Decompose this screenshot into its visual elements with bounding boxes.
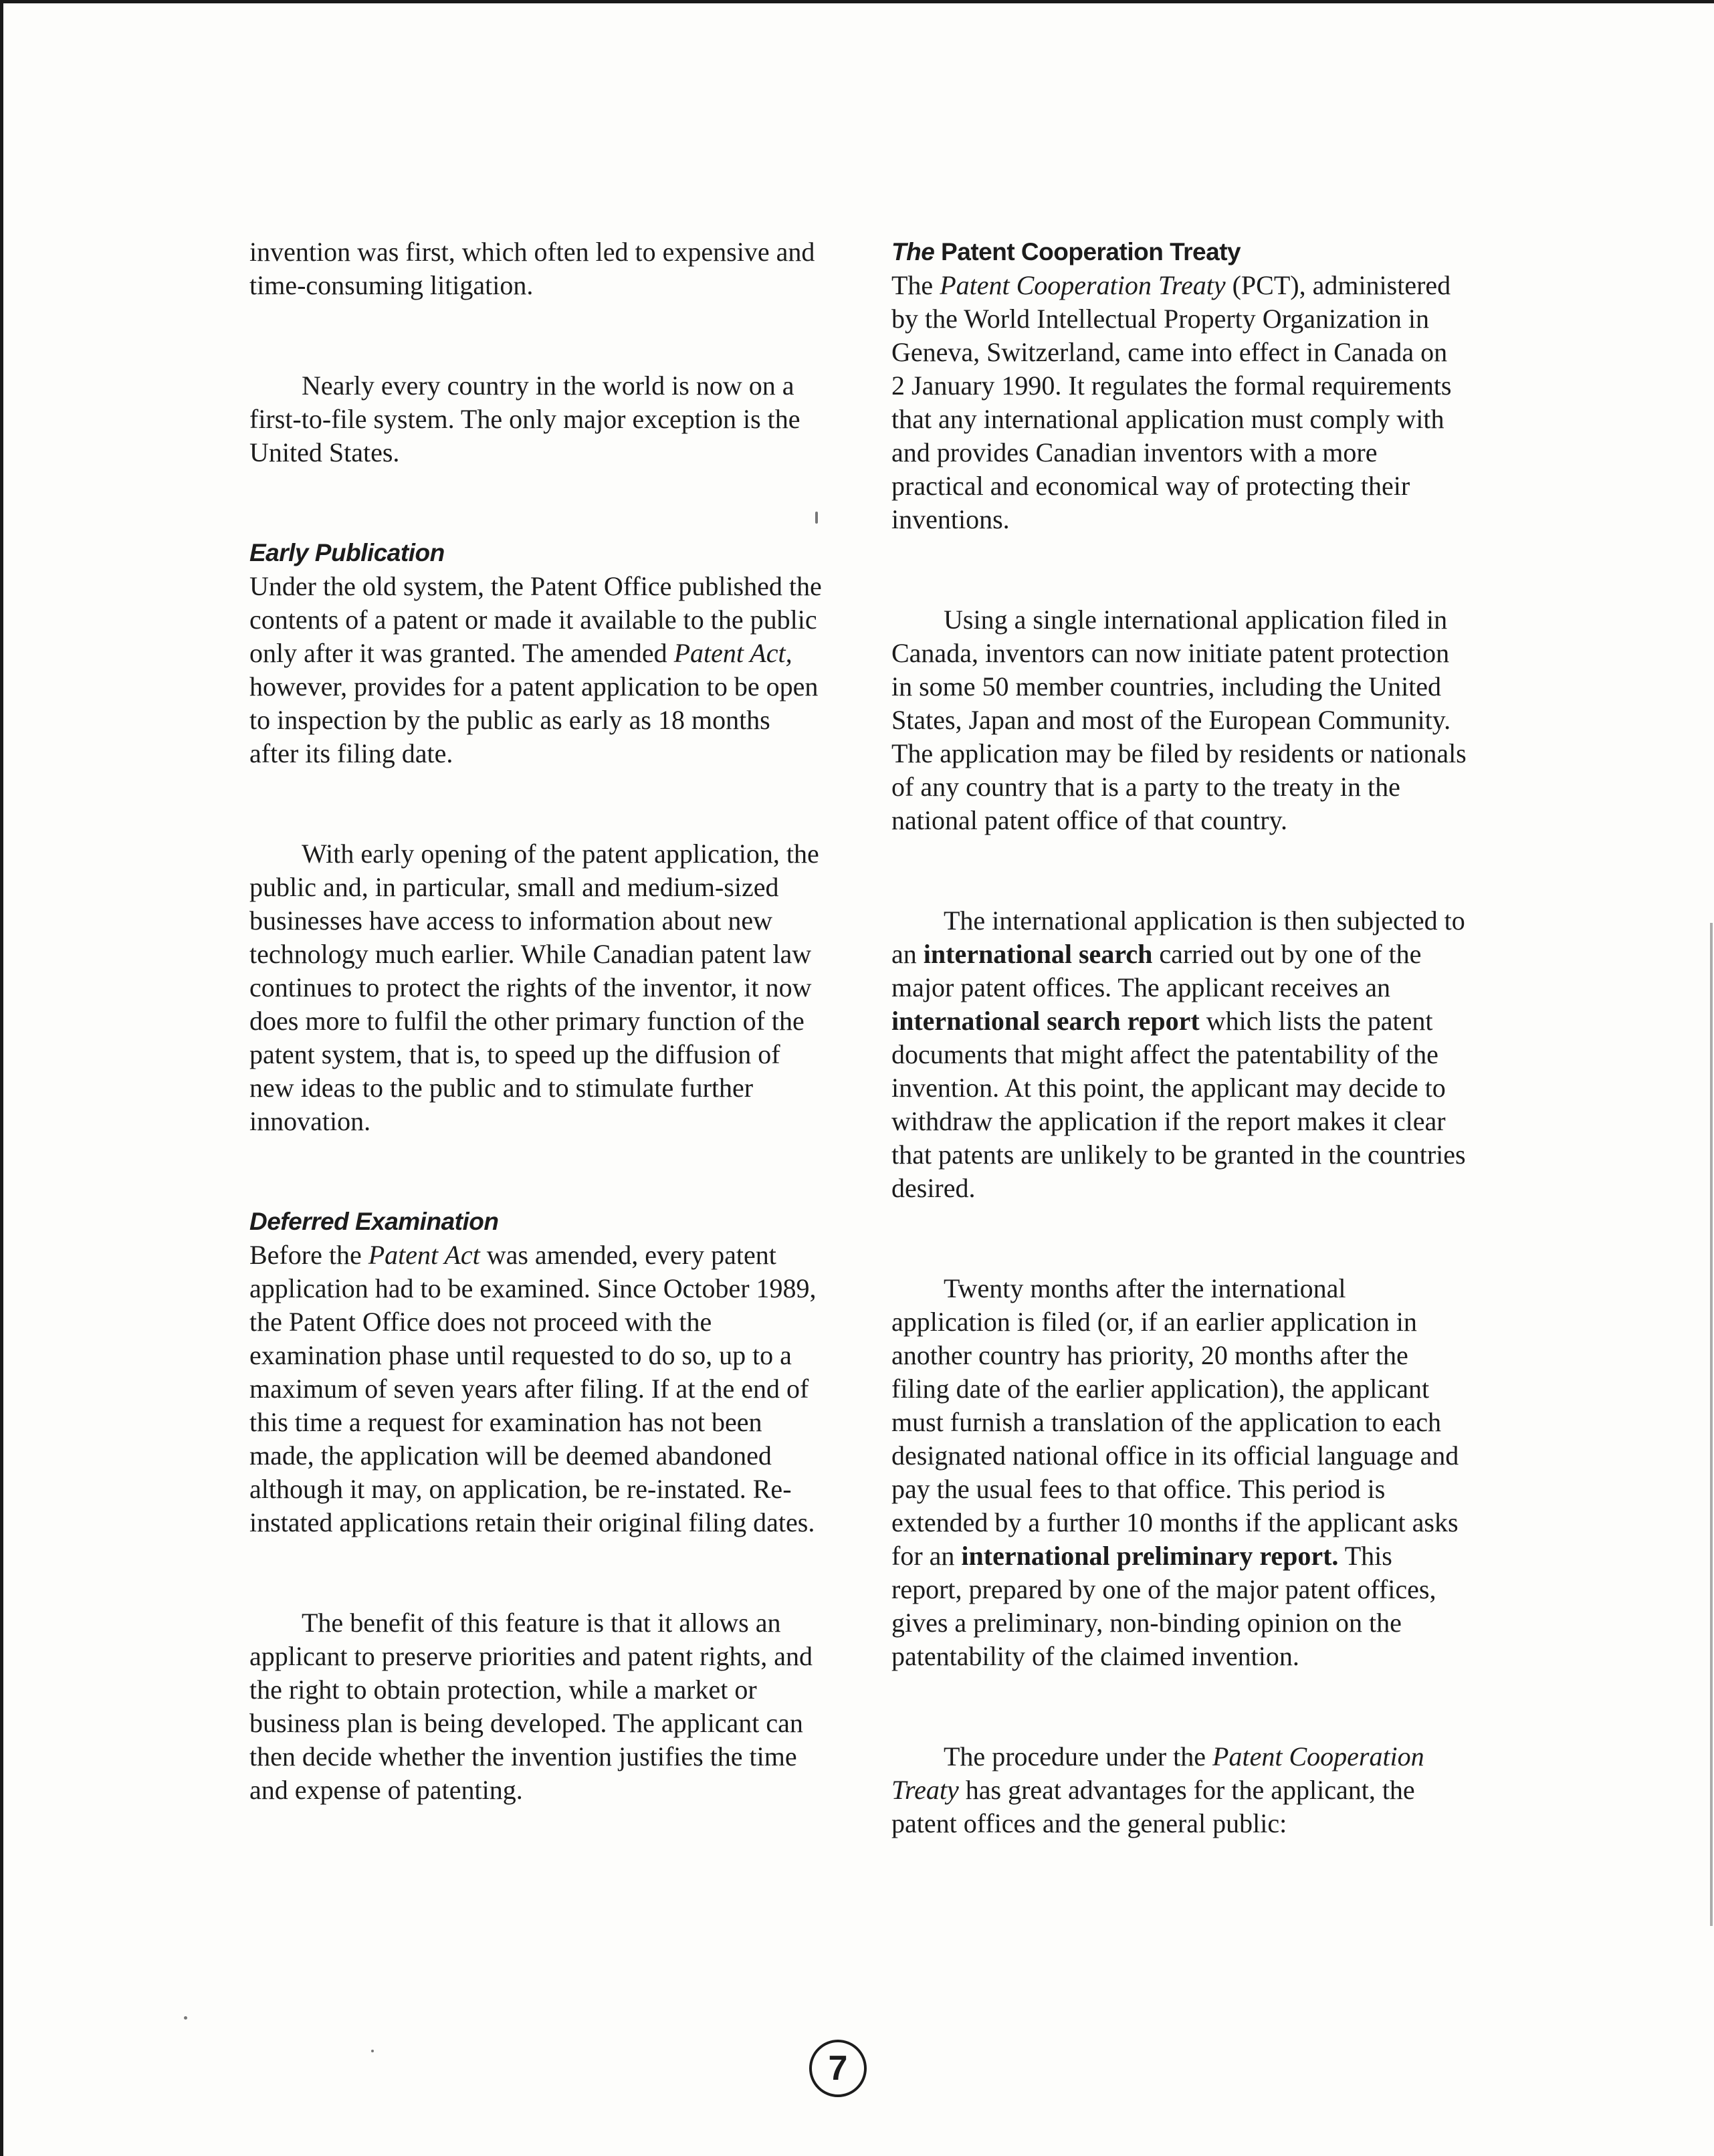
body-paragraph: Under the old system, the Patent Office published the contents of a patent or made it available to the public only after it was granted. The amended Patent Act, however, provides for a patent application to be open to inspection by the public as early as 18 months after its filing date. bbox=[249, 571, 822, 768]
section-heading-early-publication: Early Publication bbox=[249, 539, 445, 566]
body-paragraph: invention was first, which often led to expensive and time-consuming litigation. bbox=[249, 237, 815, 300]
scan-edge-right bbox=[1710, 923, 1713, 1926]
body-paragraph: Using a single international application filed in Canada, inventors can now initiate patent protection in some 50 member countries, including the United States, Japan and most of the European Community. The application may be filed by residents or nationals of any country that is a party to the treaty in the national patent office of that country. bbox=[891, 605, 1467, 835]
page-number: 7 bbox=[809, 2040, 867, 2097]
body-paragraph: The benefit of this feature is that it allows an applicant to preserve priorities and patent rights, and the right to obtain protection, while a market or business plan is being developed. The applicant can then decide whether the invention justifies the time and expense of patenting. bbox=[249, 1608, 813, 1805]
body-paragraph: With early opening of the patent application, the public and, in particular, small and medium-sized businesses have access to information about new technology much earlier. While Canadian patent law continues to protect the rights of the inventor, it now does more to fulfil the other primary function of the patent system, that is, to speed up the diffusion of new ideas to the public and to stimulate further innovation. bbox=[249, 839, 819, 1136]
scan-speck bbox=[184, 2016, 187, 2020]
scan-edge-top bbox=[0, 0, 1714, 3]
bold-term: international search bbox=[923, 939, 1153, 969]
bold-term: international search report bbox=[891, 1006, 1200, 1036]
scan-speck bbox=[371, 2050, 374, 2052]
bold-term: international preliminary report. bbox=[961, 1541, 1339, 1571]
body-paragraph: The procedure under the Patent Cooperation Treaty has great advantages for the applicant, the patent offices and the general public: bbox=[891, 1741, 1424, 1838]
left-column bbox=[249, 235, 825, 1807]
italic-term: Patent Act bbox=[368, 1240, 480, 1270]
body-paragraph: Twenty months after the international application is filed (or, if an earlier application in another country has priority, 20 months after the filing date of the earlier application), the applicant must furnish a translation of the application to each designated national office in its official language and pay the usual fees to that office. This period is extended by a further 10 months if the applicant asks for an international preliminary report. This report, prepared by one of the major patent offices, gives a preliminary, non-binding opinion on the patentability of the claimed invention. bbox=[891, 1273, 1459, 1671]
body-paragraph: Nearly every country in the world is now on a first-to-file system. The only major exception is the United States. bbox=[249, 370, 800, 467]
scan-edge-left bbox=[0, 0, 3, 2156]
body-paragraph: Before the Patent Act was amended, every patent application had to be examined. Since October 1989, the Patent Office does not proceed with the examination phase until requested to do so, up to a maximum of seven years after filing. If at the end of this time a request for examination has not been made, the application will be deemed abandoned although it may, on application, be re-instated. Re-instated applications retain their original filing dates. bbox=[249, 1240, 817, 1537]
italic-term: Patent Cooperation Treaty bbox=[940, 270, 1226, 300]
section-heading-patent-cooperation-treaty: The Patent Cooperation Treaty bbox=[891, 238, 1241, 265]
italic-term: Patent Cooperation Treaty bbox=[891, 1741, 1424, 1805]
body-paragraph: The international application is then subjected to an international search carried out by one of the major patent offices. The applicant receives an international search report which lists the patent documents that might affect the patentability of the invention. At this point, the applicant may decide to withdraw the application if the report makes it clear that patents are unlikely to be granted in the countries desired. bbox=[891, 905, 1466, 1203]
section-heading-deferred-examination: Deferred Examination bbox=[249, 1208, 499, 1235]
body-paragraph: The Patent Cooperation Treaty (PCT), administered by the World Intellectual Property Organization in Geneva, Switzerland, came into effect in Canada on 2 January 1990. It regulates the formal requirements that any international application must comply with and provides Canadian inventors with a more practical and economical way of protecting their inventions. bbox=[891, 270, 1452, 534]
italic-term: Patent Act, bbox=[673, 638, 792, 668]
right-column bbox=[891, 235, 1467, 1840]
